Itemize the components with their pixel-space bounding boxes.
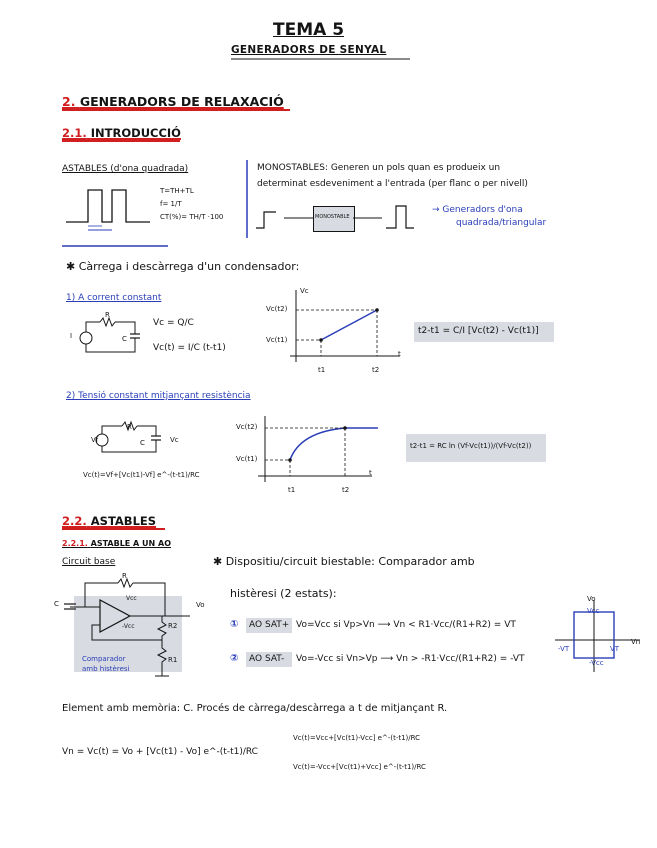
g1-vc: Vc [300,287,309,295]
hyst-mvt: -VT [558,645,570,653]
section-2-label: GENERADORS DE RELAXACIÓ [79,94,284,109]
page-title: TEMA 5 [273,20,345,40]
opamp-r1: R1 [168,656,178,664]
section-2-2-label: ASTABLES [90,514,157,528]
astables-formula-3: CT(%)= TH/T ·100 [160,213,224,221]
arrow-note-2: quadrada/triangular [456,218,547,228]
g2-vc-t2: Vc(t2) [236,423,258,431]
page-subtitle: GENERADORS DE SENYAL [231,44,387,56]
mono-pulse [386,206,414,228]
monostable-block-label: MONOSTABLE [315,214,350,220]
arrow-note-1: → Generadors d'ona [432,205,523,215]
section-2-number: 2. [62,94,76,109]
current-source-icon [80,332,92,344]
g1-t1: t1 [318,366,326,374]
opamp-resistor-icon [118,579,133,587]
monostables-text-1: MONOSTABLES: Generen un pols quan es produeix un [257,163,501,173]
case2-title: 2) Tensió constant mitjançant resistència [66,391,251,401]
hyst-vn: Vn [631,638,641,646]
case1-eq1: Vc = Q/C [153,318,194,328]
g1-line [321,310,377,340]
c2-r: R [127,423,132,431]
hyst-vo: Vo [587,595,596,603]
opamp-vo: Vo [196,601,205,609]
resistor-icon [100,318,115,326]
monostables-text-2: determinat esdeveniment a l'entrada (per flanc o per nivell) [257,179,528,189]
section-2-1-number: 2.1. [62,126,87,140]
state1-eq: Vo=Vcc si Vp>Vn ⟶ Vn < R1·Vcc/(R1+R2) = VT [296,620,516,630]
case2-result: t2-t1 = RC ln (Vf-Vc(t1))/(Vf-Vc(t2)) [410,442,532,450]
astables-formula-2: f= 1/T [160,200,182,208]
g1-t: t [398,350,401,358]
case2-eq: Vc(t)=Vf+[Vc(t1)-Vf] e^-(t-t1)/RC [83,471,200,479]
vn-eq: Vn = Vc(t) = Vo + [Vc(t1) - Vo] e^-(t-t1)/RC [62,747,258,757]
section-2-2-1-label: ASTABLE A UN AO [90,539,171,548]
state2-eq: Vo=-Vcc si Vn>Vp ⟶ Vn > -R1·Vcc/(R1+R2) = -VT [296,654,525,664]
hyst-vt: VT [610,645,620,653]
opamp-c: C [54,600,59,608]
state1-label: AO SAT+ [249,620,290,630]
opamp-triangle [100,600,130,632]
state2-label: AO SAT- [249,654,285,664]
voltage-source-icon [96,434,108,446]
mono-step-input [256,212,276,228]
vn-case-2: Vc(t)=-Vcc+[Vc(t1)+Vcc] e^-(t-t1)/RC [293,763,426,771]
comparator-label-2: amb histèresi [82,665,130,673]
memory-text: Element amb memòria: C. Procés de càrrega/descàrrega a t de mitjançant R. [62,703,448,714]
bistable-text-2: histèresi (2 estats): [230,587,337,600]
state1-marker: ① [230,619,239,630]
circuit-base-label: Circuit base [62,557,116,567]
astables-formula-1: T=TH+TL [160,187,194,195]
g2-t1: t1 [288,486,296,494]
g1-t2: t2 [372,366,380,374]
case1-title: 1) A corrent constant [66,293,162,303]
section-2-1-label: INTRODUCCIÓ [90,126,181,140]
state2-marker: ② [230,653,239,664]
c1-source: I [70,332,73,340]
c2-vc: Vc [170,436,179,444]
g1-vc-t1: Vc(t1) [266,336,288,344]
r1-r2-resistors [158,616,166,676]
opamp-r2: R2 [168,622,178,630]
section-2-2-number: 2.2. [62,514,87,528]
g2-t: t [369,469,372,477]
c1-r: R [105,311,110,319]
astables-label: ASTABLES (d'ona quadrada) [62,164,189,174]
c2-source: Vf [91,436,99,444]
hyst-vcc: Vcc [587,607,600,615]
section-2-2-1-number: 2.2.1. [62,539,88,548]
vn-case-1: Vc(t)=Vcc+[Vc(t1)-Vcc] e^-(t-t1)/RC [293,734,421,742]
hyst-mvcc: -Vcc [589,659,604,667]
bistable-text-1: ✱ Dispositiu/circuit biestable: Comparador amb [213,555,475,568]
case1-result: t2-t1 = C/I [Vc(t2) - Vc(t1)] [418,326,539,336]
c1-c: C [122,335,127,343]
c2-c: C [140,439,145,447]
opamp-r: R [122,572,127,580]
g2-curve [290,428,378,460]
g2-t2: t2 [342,486,350,494]
comparator-label-1: Comparador [82,655,126,663]
opamp-vcc: Vcc [126,595,137,602]
g2-vc-t1: Vc(t1) [236,455,258,463]
g1-vc-t2: Vc(t2) [266,305,288,313]
charge-heading: ✱ Càrrega i descàrrega d'un condensador: [66,260,300,273]
case1-eq2: Vc(t) = I/C (t-t1) [153,343,226,353]
resistor-2-icon [122,422,137,430]
square-wave [66,190,150,222]
opamp-mvcc: -Vcc [122,623,135,630]
